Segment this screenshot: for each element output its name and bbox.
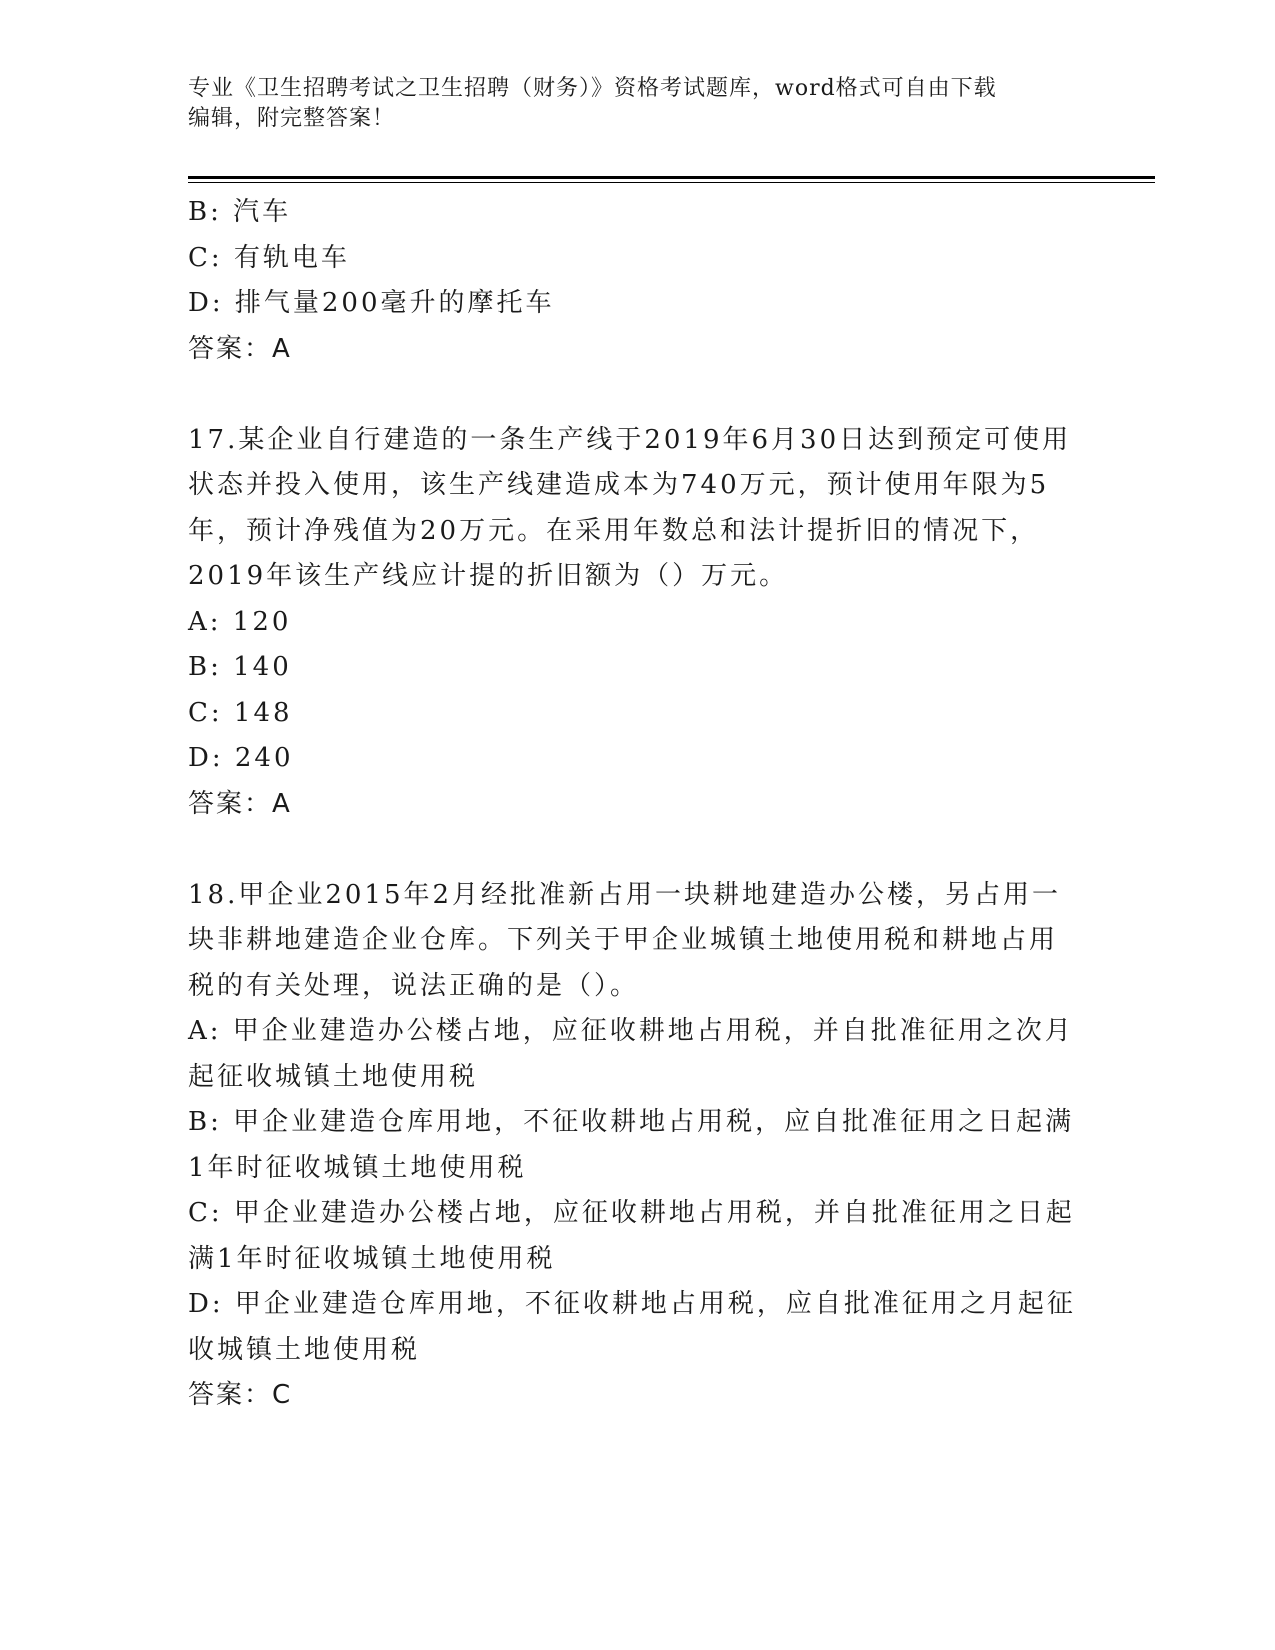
question-16 bbox=[188, 190, 1088, 372]
question-17 bbox=[188, 418, 1088, 828]
spacer bbox=[188, 827, 1088, 873]
q17-stem-line-1: 17.某企业自行建造的一条生产线于2019年6月30日达到预定可使用 bbox=[188, 424, 1072, 455]
q18-stem-line-2: 块非耕地建造企业仓库。下列关于甲企业城镇土地使用税和耕地占用 bbox=[188, 925, 1059, 955]
q18-option-c-line-2: 满1年时征收城镇土地使用税 bbox=[188, 1243, 556, 1274]
q16-option-d: D: 排气量200毫升的摩托车 bbox=[188, 288, 555, 318]
q16-answer: 答案：A bbox=[188, 333, 292, 364]
document-header bbox=[188, 74, 1088, 134]
q18-option-d-line-1: D: 甲企业建造仓库用地，不征收耕地占用税，应自批准征用之月起征 bbox=[188, 1289, 1076, 1319]
header-divider-thick bbox=[188, 176, 1155, 179]
header-line-1: 专业《卫生招聘考试之卫生招聘（财务）》资格考试题库，word格式可自由下载 bbox=[188, 76, 997, 101]
q17-stem-line-2: 状态并投入使用，该生产线建造成本为740万元，预计使用年限为5 bbox=[188, 470, 1050, 500]
header-line-2: 编辑，附完整答案！ bbox=[188, 106, 396, 131]
q18-stem-line-3: 税的有关处理，说法正确的是（）。 bbox=[188, 970, 640, 1001]
spacer bbox=[188, 372, 1088, 418]
q17-stem-line-3: 年，预计净残值为20万元。在采用年数总和法计提折旧的情况下， bbox=[188, 515, 1040, 546]
q17-answer: 答案：A bbox=[188, 788, 292, 819]
question-18 bbox=[188, 873, 1088, 1419]
q17-option-d: D: 240 bbox=[188, 743, 294, 773]
q18-option-b-line-1: B: 甲企业建造仓库用地，不征收耕地占用税，应自批准征用之日起满 bbox=[188, 1107, 1075, 1137]
q17-option-b: B: 140 bbox=[188, 652, 292, 682]
header-divider-thin bbox=[188, 182, 1155, 183]
q17-option-c: C: 148 bbox=[188, 697, 293, 728]
q17-stem-line-4: 2019年该生产线应计提的折旧额为（）万元。 bbox=[188, 561, 789, 591]
q18-option-a-line-1: A: 甲企业建造办公楼占地，应征收耕地占用税，并自批准征用之次月 bbox=[188, 1016, 1074, 1046]
q18-option-a-line-2: 起征收城镇土地使用税 bbox=[188, 1061, 479, 1092]
q18-stem-line-1: 18.甲企业2015年2月经批准新占用一块耕地建造办公楼，另占用一 bbox=[188, 879, 1062, 910]
question-content bbox=[188, 190, 1088, 1419]
q18-option-b-line-2: 1年时征收城镇土地使用税 bbox=[188, 1152, 527, 1183]
q18-option-d-line-2: 收城镇土地使用税 bbox=[188, 1334, 421, 1365]
q18-answer: 答案：C bbox=[188, 1380, 293, 1410]
q18-option-c-line-1: C: 甲企业建造办公楼占地，应征收耕地占用税，并自批准征用之日起 bbox=[188, 1198, 1075, 1228]
q16-option-c: C: 有轨电车 bbox=[188, 242, 350, 273]
q17-option-a: A: 120 bbox=[188, 606, 292, 637]
q16-option-b: B: 汽车 bbox=[188, 197, 292, 227]
